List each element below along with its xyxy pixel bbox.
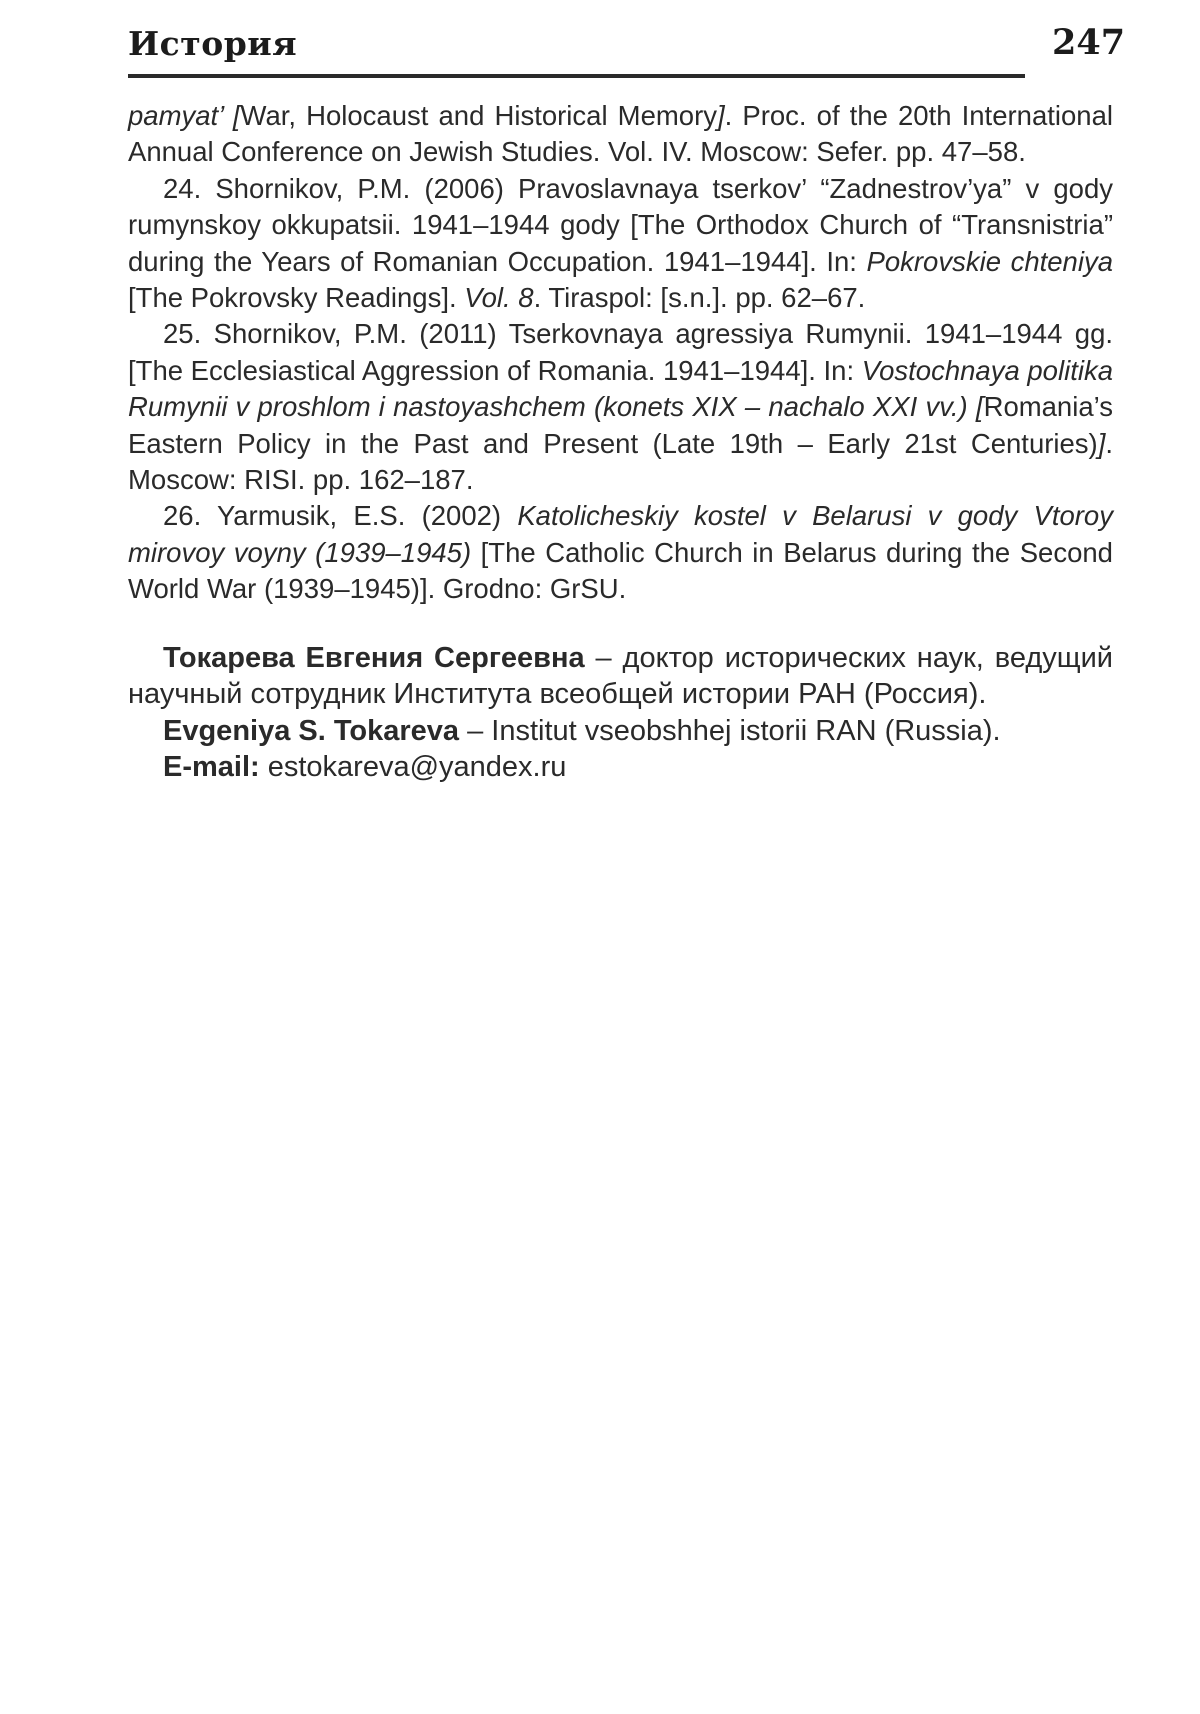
author-desc-ru: – доктор исторических наук, ведущий научный сотрудник Института всеобщей истории РАН (Россия). xyxy=(128,642,1113,711)
reference-text: . Moscow: RISI. pp. 162–187. xyxy=(128,427,1113,496)
reference-italic-text: Pokrovskie chteniya xyxy=(866,245,1113,277)
reference-italic-text: ] xyxy=(1097,427,1106,459)
reference-item xyxy=(128,98,1113,171)
reference-text: . Proc. of the 20th International Annual Conference on Jewish Studies. Vol. IV. Moscow: Sefer. pp. 47–58. xyxy=(128,100,1113,168)
reference-text: 24. Shornikov, P.M. (2006) Pravoslavnaya tserkov’ “Zadnestrov’ya” v gody rumynskoy okkupatsii. 1941–1944 gody [The Orthodox Church of “Transnistria” during the Years of Romanian Occupation. 1941–1944]. In: xyxy=(128,172,1113,277)
author-name-en: Evgeniya S. Tokareva xyxy=(163,714,460,747)
reference-italic-text: pamyat’ [ xyxy=(128,100,241,131)
reference-item xyxy=(128,498,1113,607)
reference-list xyxy=(128,98,1113,608)
author-email xyxy=(128,749,1113,785)
author-en xyxy=(128,713,1113,749)
author-ru xyxy=(128,640,1113,713)
reference-text: Romania’s Eastern Policy in the Past and Present (Late 19th – Early 21st Centuries) xyxy=(128,391,1113,459)
author-name-ru: Токарева Евгения Сергеевна xyxy=(163,642,585,674)
email-value: estokareva@yandex.ru xyxy=(259,751,567,784)
running-title: История xyxy=(128,24,298,63)
author-desc-en: – Institut vseobshhej istorii RAN (Russia). xyxy=(459,714,1001,747)
header-rule xyxy=(128,74,1025,78)
reference-text: . Tiraspol: [s.n.]. pp. 62–67. xyxy=(533,282,866,314)
reference-text: 25. Shornikov, P.M. (2011) Tserkovnaya agressiya Rumynii. 1941–1944 gg. [The Ecclesiastical Aggression of Romania. 1941–1944]. In: xyxy=(128,318,1113,386)
page-number: 247 xyxy=(1052,22,1126,63)
author-info xyxy=(128,640,1113,786)
reference-item xyxy=(128,316,1113,498)
reference-item xyxy=(128,171,1113,317)
reference-text: [The Pokrovsky Readings]. xyxy=(128,282,465,314)
reference-text: 26. Yarmusik, E.S. (2002) xyxy=(163,500,518,532)
reference-italic-text: Vostochnaya politika Rumynii v proshlom i nastoyashchem (konets XIX – nachalo XXI vv.) [ xyxy=(128,354,1113,423)
reference-text: War, Holocaust and Historical Memory xyxy=(240,100,717,131)
reference-italic-text: Katolicheskiy kostel v Belarusi v gody Vtoroy mirovoy voyny (1939–1945) xyxy=(128,500,1113,568)
email-label: E-mail: xyxy=(163,751,260,784)
reference-italic-text: ] xyxy=(716,100,725,131)
reference-italic-text: Vol. 8 xyxy=(464,282,534,314)
reference-text: [The Catholic Church in Belarus during the Second World War (1939–1945)]. Grodno: GrSU. xyxy=(128,536,1113,605)
